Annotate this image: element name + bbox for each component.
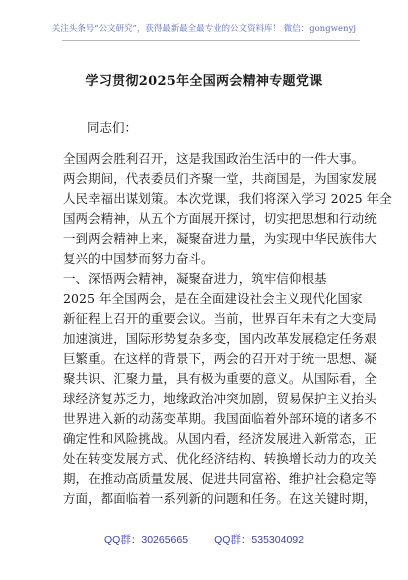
body-line: 国两会精神，从五个方面展开探讨，切实把思想和行动统 <box>63 211 377 226</box>
body-line: 人民幸福出谋划策。本次党课，我们将深入学习 2025 年全 <box>63 191 392 206</box>
body-line: 聚共识、汇聚力量，具有极为重要的意义。从国际看，全 <box>63 371 377 386</box>
body-line: 新征程上召开的重要会议。当前，世界百年未有之大变局 <box>63 311 377 326</box>
header-promo-text: 关注头条号“公文研究”，获得最新最全最专业的公文资料库！ 微信：gongwenyj <box>51 23 357 33</box>
footer-qq-group-1: QQ群：30265665 <box>104 534 189 546</box>
body-line: 一、深悟两会精神，凝聚奋进力，筑牢信仰根基 <box>63 271 327 286</box>
body-line: 复兴的中国梦而努力奋斗。 <box>63 251 214 266</box>
body-line: 方面，都面临着一系列新的问题和任务。在这关键时期， <box>63 491 377 506</box>
body-line: 确定性和风险挑战。从国内看，经济发展进入新常态，正 <box>63 431 377 446</box>
body-line: 2025 年全国两会，是在全面建设社会主义现代化国家 <box>63 291 363 306</box>
document-title: 学习贯彻2025年全国两会精神专题党课 <box>85 74 323 89</box>
body-line: 两会期间，代表委员们齐聚一堂，共商国是，为国家发展 <box>63 171 377 186</box>
footer-contact <box>0 532 408 547</box>
body-line: 全国两会胜利召开，这是我国政治生活中的一件大事。 <box>63 151 365 166</box>
salutation: 同志们： <box>87 120 138 135</box>
body-line: 期，在推动高质量发展、促进共同富裕、维护社会稳定等 <box>63 471 377 486</box>
body-line: 球经济复苏乏力，地缘政治冲突加剧，贸易保护主义抬头 <box>63 391 377 406</box>
body-line: 巨繁重。在这样的背景下，两会的召开对于统一思想、凝 <box>63 351 377 366</box>
footer-qq-group-2: QQ群：535304092 <box>214 534 304 546</box>
header-divider <box>62 40 360 41</box>
body-line: 一到两会精神上来，凝聚奋进力量，为实现中华民族伟大 <box>63 231 377 246</box>
body-line: 处在转变发展方式、优化经济结构、转换增长动力的攻关 <box>63 451 377 466</box>
body-line: 加速演进，国际形势复杂多变，国内改革发展稳定任务艰 <box>63 331 377 346</box>
body-line: 世界进入新的动荡变革期。我国面临着外部环境的诸多不 <box>63 411 377 426</box>
